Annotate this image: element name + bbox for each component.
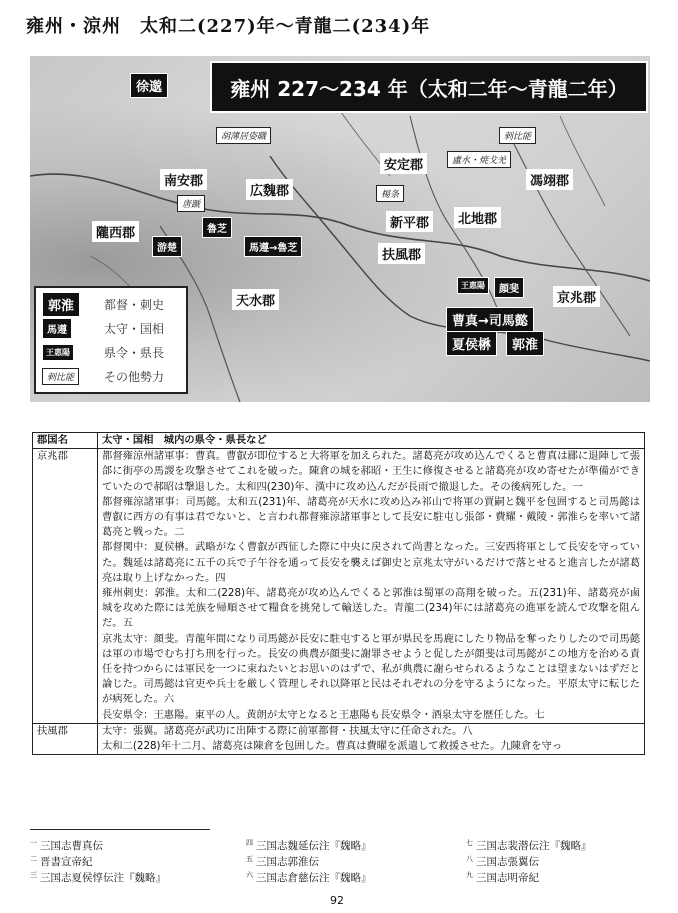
commandery-anding: 安定郡 — [380, 153, 427, 174]
footnote: $^九$ 三国志明帝紀 — [466, 871, 539, 884]
commandery-tianshui: 天水郡 — [232, 289, 279, 310]
entry: 太和二(228)年十二月、諸葛亮は陳倉を包囲した。曹真は費曜を派遣して救援させた。九陳倉を守っ — [102, 740, 563, 753]
legend-sample-other: 剌比能 — [42, 368, 79, 385]
entry: 都督雍涼諸軍事：司馬懿。太和五(231)年、諸葛亮が天水に攻め込み祁山で将軍の賈嗣と魏平を包囲すると司馬懿は曹叡に西方の有事は君でないと、と言われ都督雍涼諸軍事として長安に駐屯し張郃・費耀・戴陵・郭淮らを率いて諸葛亮と戦った。二 — [102, 495, 640, 539]
commandery-beidi: 北地郡 — [454, 207, 501, 228]
header-officials: 太守・国相 城内の県令・県長など — [98, 433, 645, 449]
commander-yan-fei: 顔斐 — [494, 277, 524, 298]
legend-desc-governor: 都督・刺史 — [104, 298, 165, 312]
commander-cao-zhen: 曹真→司馬懿 — [446, 307, 534, 332]
officials-table — [32, 432, 645, 755]
footnote: $^二$ 晋書宣帝紀 — [30, 855, 93, 868]
other-force-tang: 唐蹏 — [177, 195, 205, 212]
commandery-xinping: 新平郡 — [386, 211, 433, 232]
page-header: 雍州・涼州 太和二(227)年～青龍二(234)年 — [26, 16, 431, 37]
footnote: $^四$ 三国志魏延伝注『魏略』 — [246, 839, 372, 852]
legend-sample-administrator: 馬遵 — [42, 318, 72, 339]
table-row — [33, 723, 645, 754]
legend-row — [42, 342, 74, 362]
page-number: 92 — [330, 894, 344, 907]
legend-row — [42, 294, 80, 314]
other-force-yang: 楊条 — [376, 185, 404, 202]
footnote: $^五$ 三国志郭淮伝 — [246, 855, 319, 868]
entry: 太守：張翼。諸葛亮が武功に出陣する際に前軍都督・扶風太守に任命された。八 — [102, 724, 473, 737]
footnote: $^六$ 三国志倉慈伝注『魏略』 — [246, 871, 372, 884]
legend-sample-governor: 郭淮 — [42, 292, 80, 317]
row-name: 扶風郡 — [33, 723, 98, 754]
commander-ma-zun: 馬遵→魯芝 — [244, 236, 302, 257]
map-title: 雍州 227～234 年（太和二年～青龍二年） — [210, 61, 648, 113]
other-force-lushui: 盧水・焼戈羌 — [447, 151, 511, 168]
commander-you-chu: 游楚 — [152, 236, 182, 257]
entry: 長安県令：王惠陽。東平の人。黄朗が太守となると王惠陽も長安県令・酒泉太守を歴任した。七 — [102, 708, 545, 721]
header-commandery: 郡国名 — [33, 433, 98, 449]
footnote: $^七$ 三国志裴潜伝注『魏略』 — [466, 839, 592, 852]
entry: 雍州刺史：郭淮。太和二(228)年、諸葛亮が攻め込んでくると郭淮は蜀軍の高翔を破った。五(231)年、諸葛亮が鹵城を攻めた際には羌族を帰順させて糧食を挑発して輸送した。青龍二(234)年には諸葛亮の進軍を読んで攻撃を阻んだ。五 — [102, 587, 640, 630]
other-force-hu: 胡薄居姿職 — [216, 127, 271, 144]
legend-row — [42, 318, 72, 338]
legend-row — [42, 366, 79, 386]
row-entries — [98, 449, 645, 724]
entry: 都督関中：夏侯楙。武略がなく曹叡が西征した際に中央に戻されて尚書となった。三安西将軍として長安を守っていた。魏延は諸葛亮に五千の兵で子午谷を通って長安を襲えば御史と京兆太守がいるだけで落とせると進言したが諸葛亮は取り上げなかった。四 — [102, 541, 640, 584]
commander-lu-zhi: 魯芝 — [202, 217, 232, 238]
other-force-cibi: 剌比能 — [499, 127, 536, 144]
legend-desc-administrator: 太守・国相 — [104, 322, 165, 336]
entry: 京兆太守：顔斐。青龍年間になり司馬懿が長安に駐屯すると軍が県民を馬鹿にしたり物品を奪ったりしたので司馬懿は軍の市場でむち打ち刑を行った。長安の典農が顔斐に謝罪させようと促したが顔斐は司馬懿がこの地方を治める責任を持つからには軍民を一つに束ねたいとお思いのはずで、私が典農に謝らせられるようなことは望まないはずだと論じた。司馬懿は官吏や兵士を厳しく管理しそれ以降軍と民はそれぞれの分を守るようになった。平原太守に転じたが病死した。六 — [102, 632, 640, 706]
table-header-row — [33, 433, 645, 449]
footnote-divider — [30, 829, 210, 830]
commandery-jingzhao: 京兆郡 — [553, 286, 600, 307]
commandery-fufeng: 扶風郡 — [378, 243, 425, 264]
map-figure — [30, 56, 650, 402]
legend-sample-magistrate: 王惠陽 — [42, 344, 74, 361]
commander-guo-huai: 郭淮 — [506, 331, 544, 356]
map-legend — [34, 286, 188, 394]
footnote: $^一$ 三国志曹真伝 — [30, 839, 103, 852]
legend-desc-magistrate: 県令・県長 — [104, 346, 165, 360]
commander-xu-miao: 徐邈 — [130, 73, 168, 98]
entry: 都督雍涼州諸軍事：曹真。曹叡が即位すると大将軍を加えられた。諸葛亮が攻め込んでくると曹真は郿に退陣して張郃に街亭の馬謖を攻撃させてこれを破った。陳倉の城を郝昭・王生に修復させると諸葛亮が攻め寄せたが準備ができていたので郝昭は撃退した。太和四(230)年、漢中に攻め込んだが長雨で撤退した。その後病死した。一 — [102, 450, 640, 493]
row-entries — [98, 723, 645, 754]
row-name: 京兆郡 — [33, 449, 98, 724]
footnote: $^八$ 三国志張翼伝 — [466, 855, 539, 868]
commander-xiahou-mao: 夏侯楙 — [446, 331, 497, 356]
commandery-nanan: 南安郡 — [160, 169, 207, 190]
commandery-guangwei: 広魏郡 — [246, 179, 293, 200]
commander-wang-huiyang: 王惠陽 — [457, 277, 489, 294]
footnote: $^三$ 三国志夏侯惇伝注『魏略』 — [30, 871, 166, 884]
table-row — [33, 449, 645, 724]
legend-desc-other: その他勢力 — [104, 370, 165, 384]
commandery-fengyi: 馮翊郡 — [526, 169, 573, 190]
commandery-longxi: 隴西郡 — [92, 221, 139, 242]
